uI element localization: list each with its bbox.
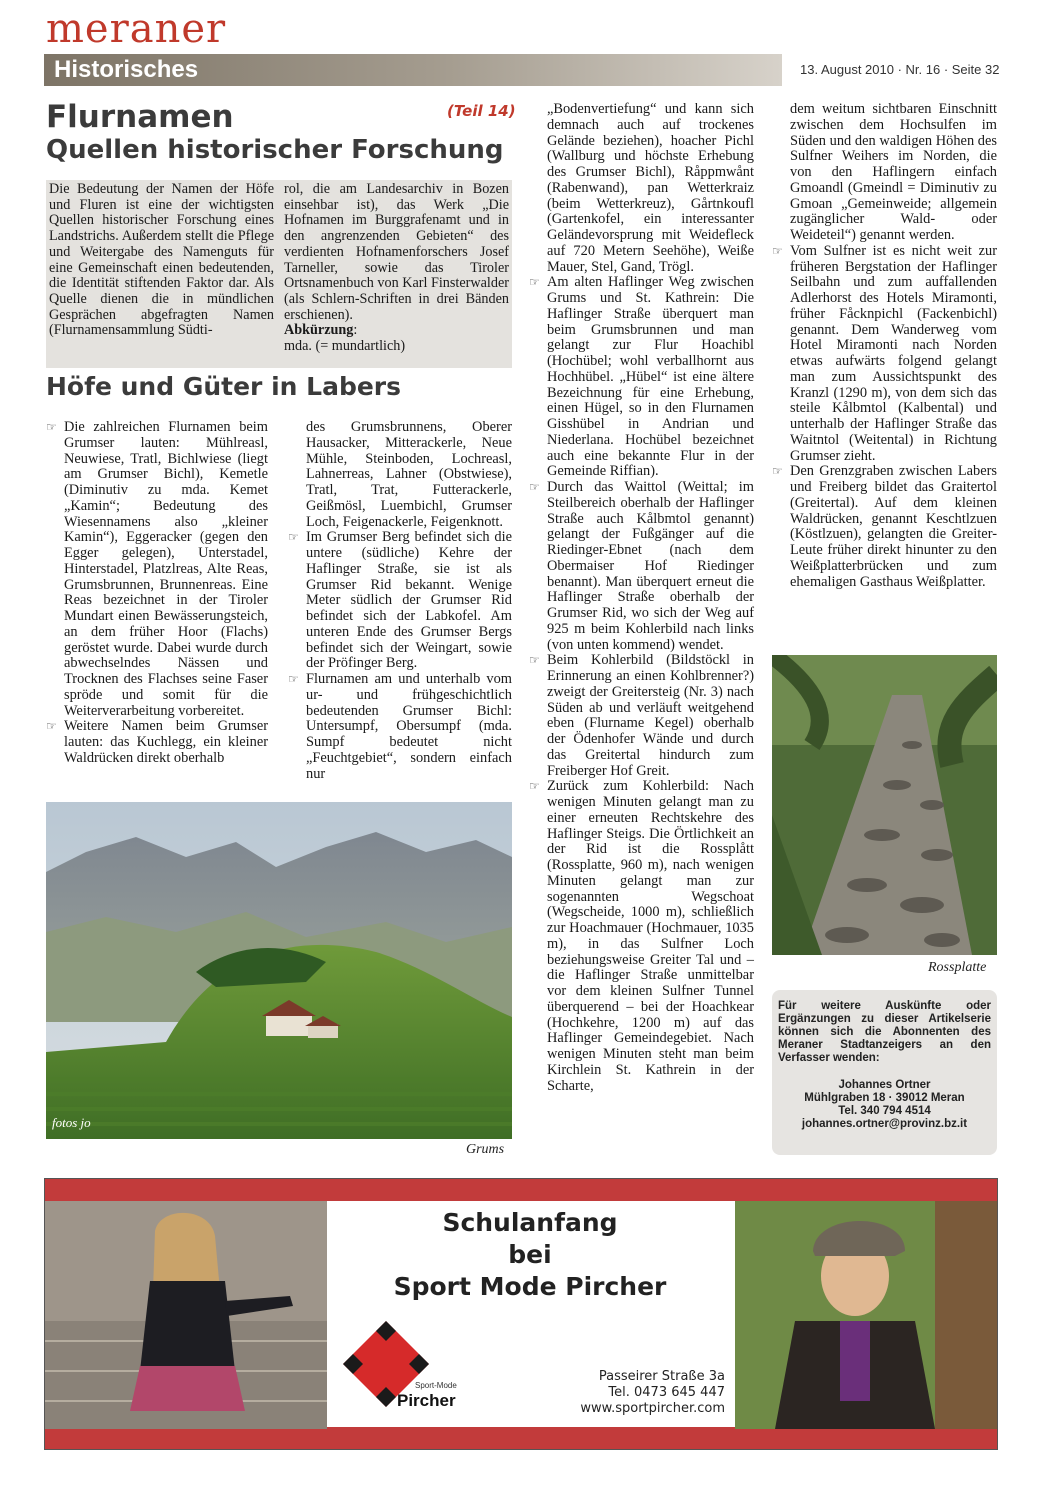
- hand-pointer-icon: ☞: [772, 243, 783, 258]
- ad-boy-photo: [735, 1201, 997, 1429]
- ad-girl-photo: [45, 1201, 327, 1429]
- ad-website: www.sportpircher.com: [580, 1401, 725, 1416]
- grums-caption: Grums: [466, 1142, 505, 1157]
- abbr-label: Abkürzung: [284, 322, 354, 339]
- author-address: Mühlgraben 18 · 39012 Meran: [804, 1092, 965, 1104]
- photo-credit: fotos jo: [52, 1115, 91, 1130]
- ad-title-line-3: Sport Mode Pircher: [393, 1272, 667, 1301]
- paragraph: [288, 530, 512, 672]
- intro-right-text: rol, die am Landesarchiv in Bozen einsehbar ist), das Werk „Die Hofnamen im Burggrafenamt und in den angrenzenden Gebieten“ des verdienten Hofnamenforschers Josef Tarneller, sowie das Tiroler Ortsnamenbuch von Karl Finsterwalder (als Schlern-Schriften in drei Bänden erschienen).: [284, 181, 509, 323]
- paragraph: [46, 719, 268, 766]
- ad-top-stripe: [45, 1179, 997, 1201]
- hand-pointer-icon: ☞: [529, 480, 540, 494]
- hand-pointer-icon: ☞: [529, 275, 540, 290]
- contact-text: Für weitere Auskünfte oder Ergänzungen zu dieser Artikelserie können sich die Abonnenten des Meraner Stadtanzeigers an den Verfasser wenden:: [778, 1000, 991, 1064]
- rossplatte-caption: Rossplatte: [928, 960, 987, 975]
- ad-bottom-stripe: [45, 1427, 997, 1449]
- paragraph: [772, 244, 997, 465]
- advertisement: [44, 1178, 998, 1450]
- paragraph: [529, 480, 754, 653]
- contact-box: [772, 990, 997, 1155]
- paragraph-text: Im Grumser Berg befindet sich die untere (südliche) Kehre der Haflinger Straße, sie ist als Grumser Rid bekannt. Wenige Meter südlich der Grumser Rid befindet sich der Labkofel. Am unteren Ende des Grumser Bergs befindet sich der Weingart, sowie der Pröfinger Berg.: [306, 529, 512, 672]
- paragraph-text: Beim Kohlerbild (Bildstöckl in Erinnerung an einen Kohlbrenner?) zweigt der Greitersteig (Nr. 3) nach Süden ab und verläuft weitgehend eben (Flurname Kegel) oberhalb der Ödenhofer Wände und durch das Greitertal hindurch zum Freiberger Hof Greit.: [547, 652, 754, 779]
- ad-phone: Tel. 0473 645 447: [608, 1385, 725, 1400]
- paragraph-continued: des Grumsbrunnens, Oberer Hausacker, Mitterackerle, Neue Mühle, Steinboden, Lochreasl, Lahnerreas, Lahner (Obstwiese), Tratl, Trat, Futterackerle, Geißmösl, Luembichl, Grumser Loch, Feigenackerle, Feigenknott.: [306, 419, 512, 530]
- series-part-label: (Teil 14): [447, 102, 516, 120]
- hand-pointer-icon: ☞: [288, 530, 299, 545]
- section-bar: [44, 54, 782, 86]
- hand-pointer-icon: ☞: [288, 672, 299, 686]
- author-phone: Tel. 340 794 4514: [838, 1105, 931, 1117]
- headline-subtitle: Quellen historischer Forschung: [46, 135, 504, 165]
- paragraph-text: Weitere Namen beim Grumser lauten: das Kuchlegg, ein kleiner Waldrücken direkt oberhalb: [64, 718, 268, 766]
- landscape-illustration: [46, 802, 512, 1139]
- paragraph-text: Vom Sulfner ist es nicht weit zur früheren Bergstation der Haflinger Seilbahn und zum auffallenden Adlerhorst des Hotels Miramonti, früher Fåcknpichl (Fackenbichl) genannt. Dem Wanderweg vom Hotel Miramonti nach Norden etwas aufwärts folgend gelangt man zum Aussichtspunkt des Kranzl (1290 m), von dem sich das steile Kålbmtol (Kalbental) und unterhalb der Haflinger Straße das Waitntol (Weitental) in Richtung Grumser zieht.: [790, 242, 997, 464]
- hand-pointer-icon: ☞: [772, 464, 783, 479]
- ad-title-line-2: bei: [508, 1240, 552, 1269]
- hand-pointer-icon: ☞: [46, 420, 57, 434]
- intro-box: [46, 180, 512, 368]
- author-email: johannes.ortner@provinz.bz.it: [801, 1118, 968, 1130]
- hand-pointer-icon: ☞: [529, 779, 540, 794]
- intro-right: rol, die am Landesarchiv in Bozen einsehbar ist), das Werk „Die Hofnamen im Burggrafenamt und in den angrenzenden Gebieten“ des verdienten Hofnamenforschers Josef Tarneller, sowie das Tiroler Ortsnamenbuch von Karl Finsterwalder (als Schlern-Schriften in drei Bänden erschienen). Abkürzung: mda. (= mundartlich): [284, 181, 509, 355]
- paragraph: [772, 464, 997, 590]
- article-column-3: [529, 102, 754, 1094]
- ad-address: Passeirer Straße 3a: [598, 1369, 725, 1384]
- paragraph: [529, 275, 754, 480]
- masthead-logo: meraner: [46, 6, 227, 52]
- paragraph-continued: „Bodenvertiefung“ und kann sich demnach auch auf trockenes Gelände beziehen), hoacher Pichl (Wallburg und höchste Erhebung des Grumser Bichl), Råppmwånt (Rabenwand), pan Wetterkraiz (beim Wetterkreuz), Gårtnkoufl (Gartenkofel, ein interessanter Geländevorsprung mit Weidefleck auf 720 Metern Seehöhe), Weiße Mauer, Stel, Gand, Trögl.: [547, 101, 754, 275]
- path-illustration: [772, 655, 997, 955]
- logo-small-text: Sport-Mode: [415, 1381, 457, 1390]
- hand-pointer-icon: ☞: [529, 653, 540, 668]
- headline-title: Flurnamen: [46, 99, 234, 135]
- hand-pointer-icon: ☞: [46, 719, 57, 734]
- subheading: Höfe und Güter in Labers: [46, 372, 402, 401]
- paragraph-text: Zurück zum Kohlerbild: Nach wenigen Minuten gelangt man zu einer erneuten Rechtskehre des Haflinger Steigs. Die Örtlichkeit an der Rid ist die Rossplått (Rossplatte, 960 m), nach wenigen Minuten gelangt man zur sogenannten Wegschoat (Wegscheide, 1000 m), schließlich zur Hoachmauer (Hochmauer, 1035 m), in das Sulfner Loch beziehungsweise Greiter Tal und – die Haflinger Straße unmittelbar vor dem kleinen Sulfner Tunnel überquerend – bei der Hoachkear (Hochkehre, 1200 m) auf das Haflinger Gemeindegebiet. Nach wenigen Minuten steht man beim Kirchlein St. Kathrein in der Scharte,: [547, 778, 754, 1094]
- rossplatte-photo: [772, 655, 997, 955]
- abbr-text: mda. (= mundartlich): [284, 338, 406, 355]
- paragraph: [46, 420, 268, 719]
- paragraph-text: Den Grenzgraben zwischen Labers und Freiberg bildet das Graitertol (Greitertal). Auf dem kleinen Waldrücken, genannt Keschtlzuen (Köstlzuen), gelangten die Greiter-Leute früher direkt hinunter zu den Weißplatterbrücken und zum ehemaligen Gasthaus Weißplatter.: [790, 463, 997, 590]
- grums-photo: [46, 802, 512, 1139]
- ad-contact: [445, 1369, 725, 1417]
- article-column-1: [46, 420, 268, 767]
- paragraph: [288, 672, 512, 782]
- ad-title-line-1: Schulanfang: [442, 1208, 618, 1237]
- article-column-4: [772, 102, 997, 590]
- paragraph: [529, 779, 754, 1094]
- section-title: Historisches: [54, 56, 199, 83]
- issue-line: 13. August 2010 · Nr. 16 · Seite 32: [800, 62, 1000, 77]
- ad-title: [327, 1207, 733, 1303]
- article-column-2: [288, 420, 512, 782]
- paragraph-text: Flurnamen am und unterhalb vom ur- und frühgeschichtlich bedeutenden Grumser Bichl: Untersumpf, Obersumpf (mda. Sumpf bedeutet nicht „Feuchtgebiet“, sondern einfach nur: [306, 671, 512, 782]
- author-name: Johannes Ortner: [838, 1079, 931, 1091]
- paragraph-text: Durch das Waittol (Weittal; im Steilbereich oberhalb der Haflinger Straße auch Kålbmtol genannt) gelangt der Fußgänger auf die Riedinger-Ebnet (nach dem Obermaiser Hof Riedinger benannt). Man überquert erneut die Haflinger Straße oberhalb der Grumser Rid, wo sich der Weg auf 925 m beim Kohlerbild nach links (von unten kommend) wendet.: [547, 479, 754, 653]
- paragraph-continued: dem weitum sichtbaren Einschnitt zwischen dem Hochsulfen im Süden und den waldigen Höhen des Sulfner Weihers im Norden, die von den Haflingern einfach Gmoandl (Gmeindl = Diminutiv zu Gmoan „Gemeinweide; allgemein zugänglicher Wald- oder Weideteil“) genannt werden.: [790, 101, 997, 243]
- intro-left: Die Bedeutung der Namen der Höfe und Fluren ist eine der wichtigsten Quellen historischer Forschung eines Landstrichs. Außerdem stellt die Pflege und Weitergabe des Namenguts für eine Gemeinschaft einen bedeutenden, die Identität stiftenden Faktor dar. Als Quelle dienen die in mündlichen Gesprächen abgefragten Namen (Flurnamensammlung Südti-: [49, 181, 274, 339]
- logo-brand-text: Pircher: [397, 1391, 456, 1410]
- paragraph-text: Am alten Haflinger Weg zwischen Grums und St. Kathrein: Die Haflinger Straße überquert man beim Grumsbrunnen und man gelangt zur Flur Hoachibl (Hochübel; wohl verballhornt aus Hochhübel. „Hübel“ ist eine ältere Bezeichnung für eine Erhebung, einen Hügel, so in den Flurnamen Gisshübel in Andrian und Niederlana. Hochübel bezeichnet auch eine bekannte Flur in der Gemeinde Riffian).: [547, 274, 754, 480]
- paragraph: [529, 653, 754, 779]
- article-headline: [46, 100, 504, 166]
- paragraph-text: Die zahlreichen Flurnamen beim Grumser lauten: Mühlreasl, Neuwiese, Tratl, Bichlwiese (liegt am Grumser Bichl), Kemetle (Diminutiv zu mda. Kemet „Kamin“; Bedeutung des Wiesennamens also „kleiner Kamin“), Eggeracker (gegen den Egger gelegen), Unterstadel, Hinterstadel, Platzlreas, Alte Reas, Grumsbrunnen, Brunnenreas. Eine Reas bezeichnet in der Tiroler Mundart einen Bewässerungsteich, an dem früher Hoor (Flachs) geröstet wurde. Dabei wurde durch abwechselndes Nässen und Trocknen des Flachses seine Faser spröde und somit für die Weiterverarbeitung vorbereitet.: [64, 419, 268, 719]
